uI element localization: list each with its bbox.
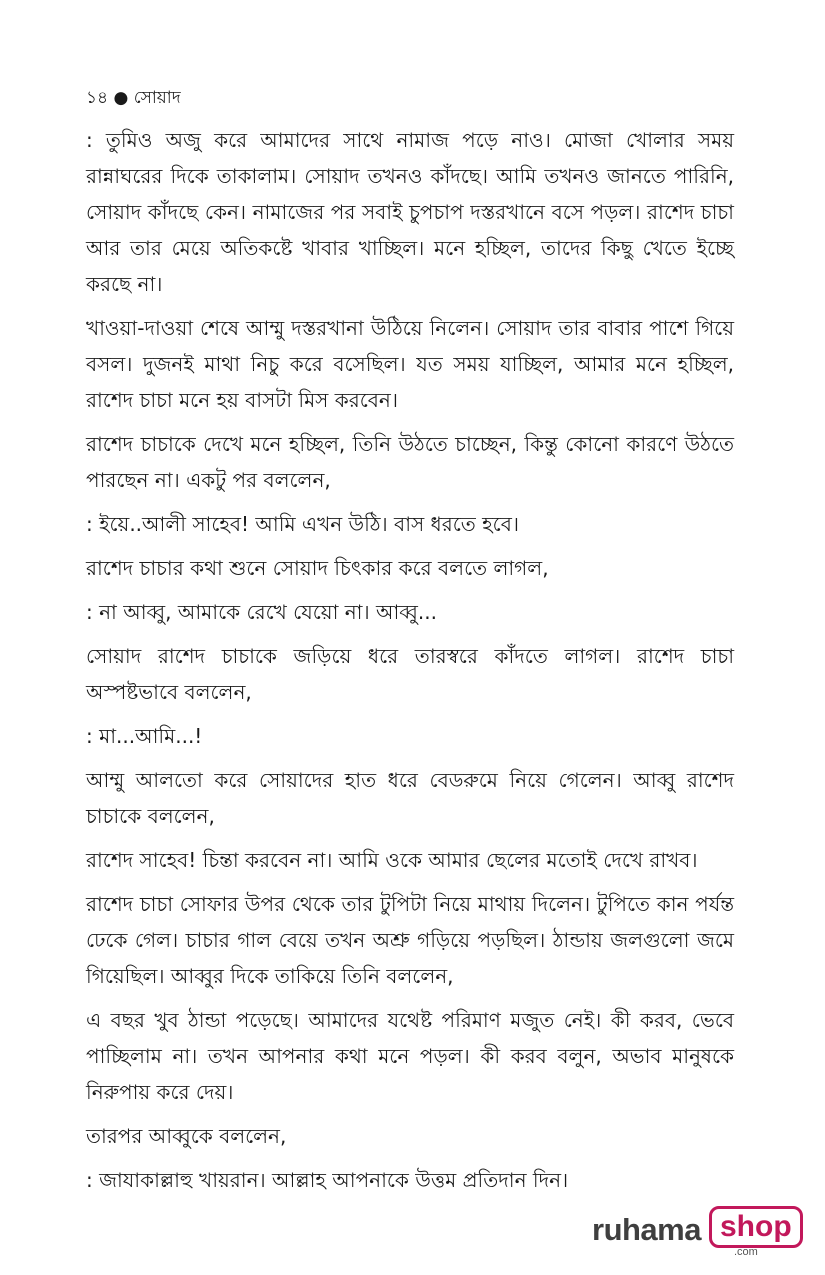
paragraph: সোয়াদ রাশেদ চাচাকে জড়িয়ে ধরে তারস্বরে কাঁদতে লাগল। রাশেদ চাচা অস্পষ্টভাবে বললেন, <box>86 644 734 704</box>
paragraph: আম্মু আলতো করে সোয়াদের হাত ধরে বেডরুমে নিয়ে গেলেন। আব্বু রাশেদ চাচাকে বললেন, <box>86 768 734 828</box>
paragraph: রাশেদ চাচা সোফার উপর থেকে তার টুপিটা নিয়ে মাথায় দিলেন। টুপিতে কান পর্যন্ত ঢেকে গেল। চাচার গাল বেয়ে তখন অশ্রু গড়িয়ে পড়ছিল। ঠান্ডায় জলগুলো জমে গিয়েছিল। আব্বুর দিকে তাকিয়ে তিনি বললেন, <box>86 892 734 988</box>
paragraph: রাশেদ সাহেব! চিন্তা করবেন না। আমি ওকে আমার ছেলের মতোই দেখে রাখব। <box>86 848 698 872</box>
page-body <box>86 122 734 1198</box>
dialogue-line: : ইয়ে..আলী সাহেব! আমি এখন উঠি। বাস ধরতে হবে। <box>86 512 519 536</box>
header-separator: ● <box>113 88 129 108</box>
page-header <box>86 86 734 110</box>
page-number: ১৪ <box>86 88 109 108</box>
logo-text-shop: shop <box>709 1206 803 1248</box>
book-page <box>86 86 734 1206</box>
logo-text-domain: .com <box>734 1246 758 1258</box>
logo-text-ruhama: ruhama <box>592 1212 701 1247</box>
paragraph: এ বছর খুব ঠান্ডা পড়েছে। আমাদের যথেষ্ট পরিমাণ মজুত নেই। কী করব, ভেবে পাচ্ছিলাম না। তখন আপনার কথা মনে পড়ল। কী করব বলুন, অভাব মানুষকে নিরুপায় করে দেয়। <box>86 1008 734 1104</box>
paragraph: : তুমিও অজু করে আমাদের সাথে নামাজ পড়ে নাও। মোজা খোলার সময় রান্নাঘরের দিকে তাকালাম। সোয়াদ তখনও কাঁদছে। আমি তখনও জানতে পারিনি, সোয়াদ কাঁদছে কেন। নামাজের পর সবাই চুপচাপ দস্তরখানে বসে পড়ল। রাশেদ চাচা আর তার মেয়ে অতিকষ্টে খাবার খাচ্ছিল। মনে হচ্ছিল, তাদের কিছু খেতে ইচ্ছে করছে না। <box>86 128 734 296</box>
paragraph: তারপর আব্বুকে বললেন, <box>86 1124 287 1148</box>
paragraph: রাশেদ চাচার কথা শুনে সোয়াদ চিৎকার করে বলতে লাগল, <box>86 556 549 580</box>
paragraph: খাওয়া-দাওয়া শেষে আম্মু দস্তরখানা উঠিয়ে নিলেন। সোয়াদ তার বাবার পাশে গিয়ে বসল। দুজনই মাথা নিচু করে বসেছিল। যত সময় যাচ্ছিল, আমার মনে হচ্ছিল, রাশেদ চাচা মনে হয় বাসটা মিস করবেন। <box>86 316 734 412</box>
paragraph: রাশেদ চাচাকে দেখে মনে হচ্ছিল, তিনি উঠতে চাচ্ছেন, কিন্তু কোনো কারণে উঠতে পারছেন না। একটু পর বললেন, <box>86 432 734 492</box>
book-title: সোয়াদ <box>133 88 181 108</box>
dialogue-line: : মা...আমি...! <box>86 724 203 748</box>
dialogue-line: : না আব্বু, আমাকে রেখে যেয়ো না। আব্বু... <box>86 600 438 624</box>
dialogue-line: : জাযাকাল্লাহু খায়রান। আল্লাহ আপনাকে উত্তম প্রতিদান দিন। <box>86 1168 569 1192</box>
